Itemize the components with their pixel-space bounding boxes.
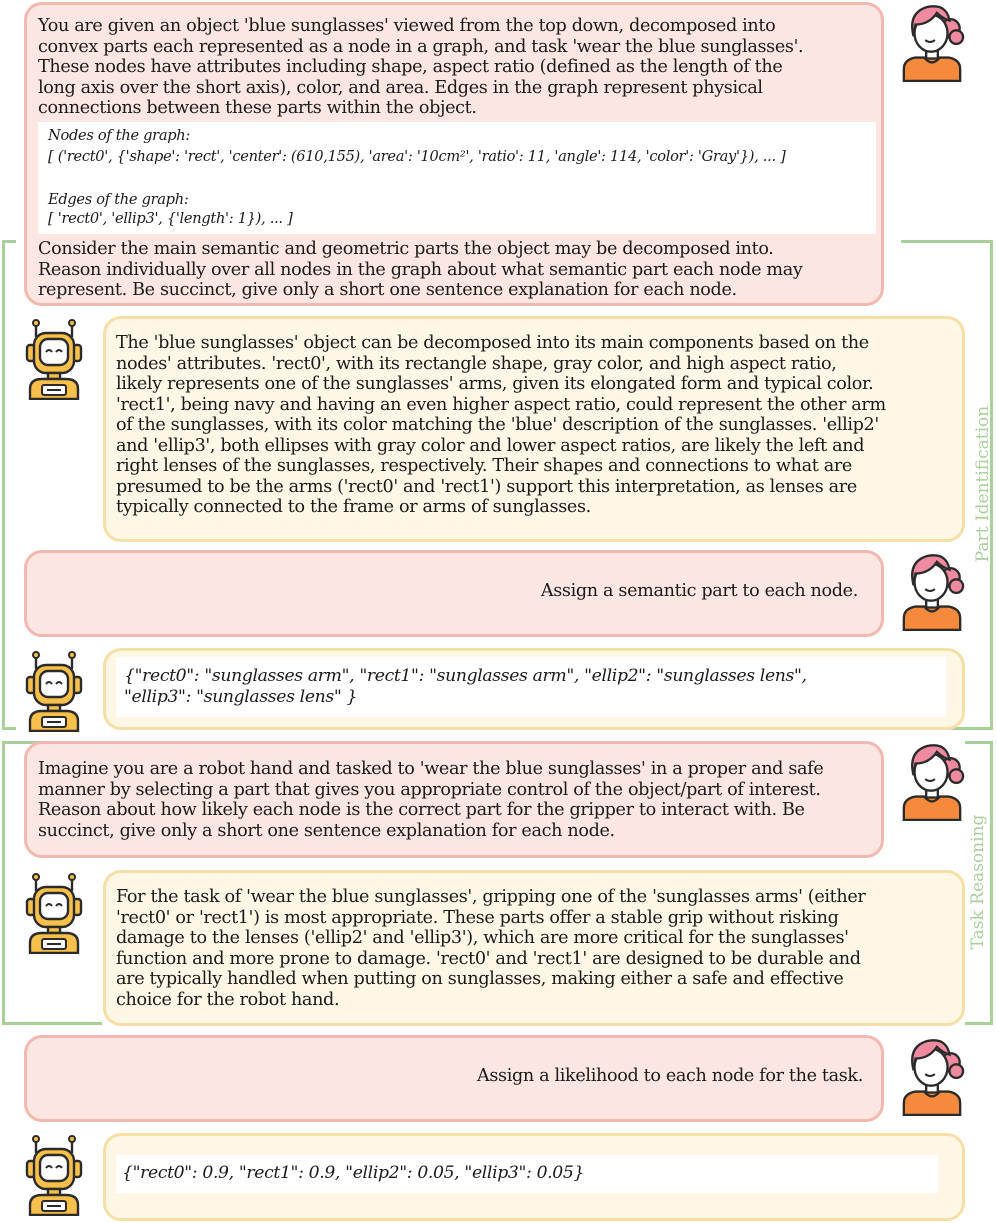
robot-avatar-icon [24, 650, 84, 732]
edges-value: [ 'rect0', 'ellip3', {'length': 1}), ... ] [48, 210, 293, 227]
edges-label: Edges of the graph: [48, 191, 189, 208]
nodes-label: Nodes of the graph: [48, 127, 191, 144]
robot-avatar-icon [24, 872, 84, 954]
woman-avatar-icon [898, 2, 966, 82]
part-identification-bracket-left [2, 240, 16, 730]
nodes-value: [ ('rect0', {'shape': 'rect', 'center': (610,155), 'area': '10cm²', 'ratio': 11, 'angle': 114, 'color': 'Gray'}), ... ] [48, 148, 786, 165]
assign-part-text: Assign a semantic part to each node. [540, 581, 858, 601]
task-reasoning-text: For the task of 'wear the blue sunglasses', gripping one of the 'sunglasses arms' (either 'rect0' or 'rect1') is most appropriate. These parts offer a stable grip without risking damage to the lenses ('ellip2' and 'ellip3'), which are more critical for the sunglasses' function and more prone to damage. 'rect0' and 'rect1' are designed to be durable and are typically handled when putting on sunglasses, making either a safe and effective choice for the robot hand. [116, 887, 866, 1010]
robot-avatar-icon [24, 318, 84, 400]
robot-avatar-icon [24, 1134, 84, 1216]
assign-likelihood-text: Assign a likelihood to each node for the task. [477, 1066, 863, 1086]
woman-avatar-icon [898, 741, 966, 821]
likelihoods-text: {"rect0": 0.9, "rect1": 0.9, "ellip2": 0.05, "ellip3": 0.05} [122, 1163, 585, 1183]
context-text: You are given an object 'blue sunglasses' viewed from the top down, decomposed into convex parts each represented as a node in a graph, and task 'wear the blue sunglasses'. These nodes have attributes including shape, aspect ratio (defined as the length of the long axis over the short axis), color, and area. Edges in the graph represent physical connections between these parts within the object. [38, 16, 804, 118]
part-reasoning-text: The 'blue sunglasses' object can be decomposed into its main components based on the nodes' attributes. 'rect0', with its rectangle shape, gray color, and high aspect ratio, likely represents one of the sunglasses' arms, given its elongated form and typical color. 'rect1', being navy and having an even higher aspect ratio, could represent the other arm of the sunglasses, with its color matching the 'blue' description of the sunglasses. 'ellip2' and 'ellip3', both ellipses with gray color and lower aspect ratios, are likely the left and right lenses of the sunglasses, respectively. Their shapes and connections to what are presumed to be the arms ('rect0' and 'rect1') support this interpretation, as lenses are typically connected to the frame or arms of sunglasses. [116, 333, 886, 517]
task-reasoning-label: Task Reasoning [968, 814, 988, 950]
woman-avatar-icon [898, 1036, 966, 1116]
instruction-text: Consider the main semantic and geometric parts the object may be decomposed into. Reason individually over all nodes in the graph about what semantic part each node may represent. Be succinct, give only a short one sentence explanation for each node. [38, 239, 803, 300]
woman-avatar-icon [898, 551, 966, 631]
task-text: Imagine you are a robot hand and tasked to 'wear the blue sunglasses' in a proper and safe manner by selecting a part that gives you appropriate control of the object/part of interest. Reason about how likely each node is the correct part for the gripper to interact with. Be succinct, give only a short one sentence explanation for each node. [38, 759, 824, 841]
part-assignment-text: {"rect0": "sunglasses arm", "rect1": "sunglasses arm", "ellip2": "sunglasses lens", "ellip3": "sunglasses lens" } [124, 666, 807, 707]
part-identification-label: Part Identification [973, 405, 993, 563]
